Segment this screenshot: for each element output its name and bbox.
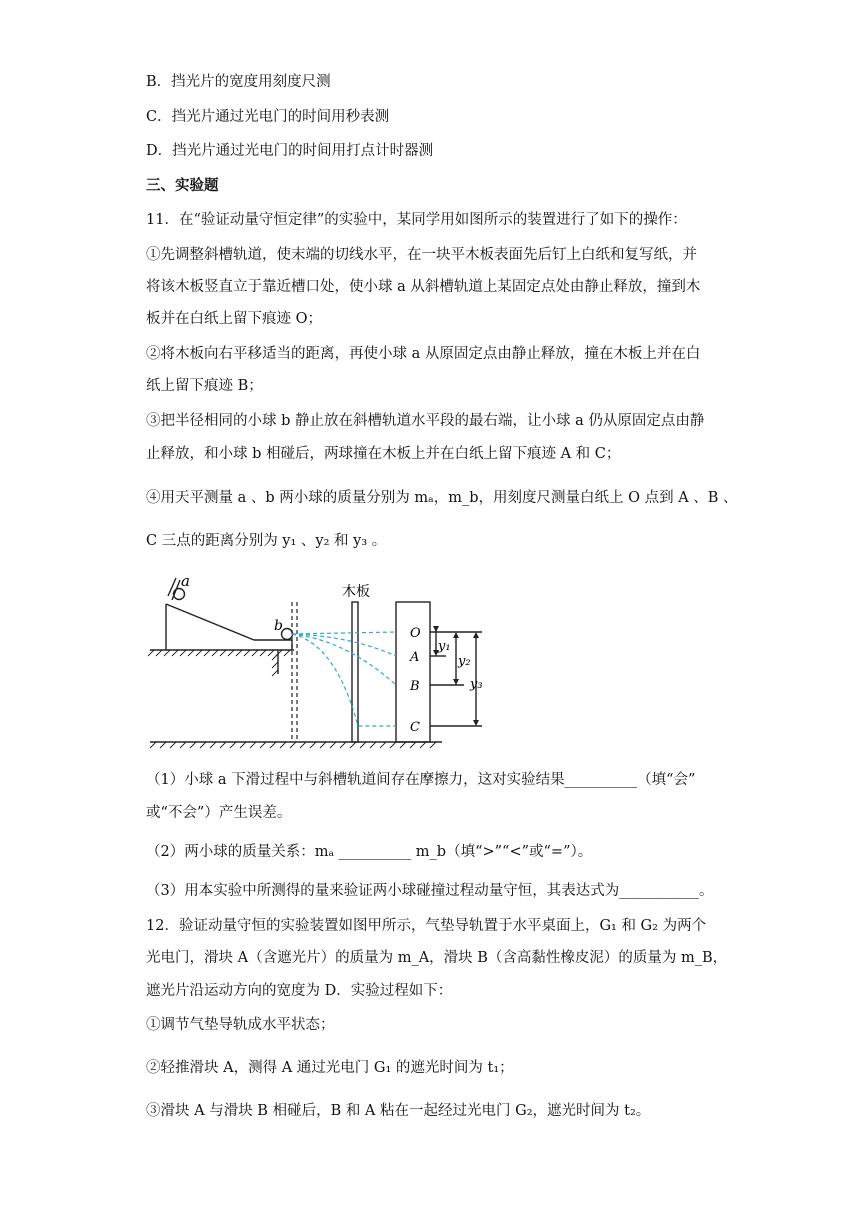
q11-step2-line1: ②将木板向右平移适当的距离，再使小球 a 从原固定点由静止释放，撞在木板上并在白 bbox=[146, 346, 701, 362]
q11-step4-line2: C 三点的距离分别为 y₁ 、y₂ 和 y₃ 。 bbox=[146, 533, 387, 549]
point-o-label: O bbox=[410, 626, 421, 641]
q11-step4-line1: ④用天平测量 a 、b 两小球的质量分别为 mₐ，m_b，用刻度尺测量白纸上 O 点到 A 、B 、 bbox=[146, 490, 738, 506]
q12-intro-line2: 光电门，滑块 A（含遮光片）的质量为 m_A，滑块 B（含高黏性橡皮泥）的质量为 m_B， bbox=[146, 950, 728, 966]
q11-sub1-line2: 或“不会”）产生误差。 bbox=[146, 805, 292, 821]
option-b: B．挡光片的宽度用刻度尺测 bbox=[146, 74, 331, 90]
section-title: 三、实验题 bbox=[146, 177, 219, 194]
q11-step3-line2: 止释放，和小球 b 相碰后，两球撞在木板上并在白纸上留下痕迹 A 和 C； bbox=[146, 446, 621, 462]
q11-step3-line1: ③把半径相同的小球 b 静止放在斜槽轨道水平段的最右端，让小球 a 仍从原固定点由静 bbox=[146, 413, 705, 429]
point-c-label: C bbox=[410, 720, 420, 735]
ball-a-label: a bbox=[181, 572, 190, 590]
q12-intro-line3: 遮光片沿运动方向的宽度为 D．实验过程如下： bbox=[146, 983, 453, 999]
option-d: D．挡光片通过光电门的时间用打点计时器测 bbox=[146, 143, 434, 159]
q11-sub2: （2）两小球的质量关系：mₐ __________ m_b（填“>”“<”或“=”）。 bbox=[146, 844, 593, 860]
q12-step1: ①调节气垫导轨成水平状态； bbox=[146, 1017, 335, 1033]
q11-sub1-line1: （1）小球 a 下滑过程中与斜槽轨道间存在摩擦力，这对实验结果__________（填“会” bbox=[146, 772, 696, 788]
point-a-label: A bbox=[410, 650, 420, 665]
q11-step1-line3: 板并在白纸上留下痕迹 O； bbox=[146, 311, 322, 327]
y3-label: y₃ bbox=[470, 677, 483, 692]
q11-step1-line2: 将该木板竖直立于靠近槽口处，使小球 a 从斜槽轨道上某固定点处由静止释放，撞到木 bbox=[146, 279, 701, 295]
y1-label: y₁ bbox=[438, 639, 451, 654]
point-b-label: B bbox=[410, 679, 420, 694]
q11-sub3: （3）用本实验中所测得的量来验证两小球碰撞过程动量守恒，其表达式为___________。 bbox=[146, 883, 714, 899]
y2-label: y₂ bbox=[458, 654, 471, 669]
board-label: 木板 bbox=[342, 584, 370, 600]
q11-intro: 11．在“验证动量守恒定律”的实验中，某同学用如图所示的装置进行了如下的操作： bbox=[146, 212, 687, 228]
q12-intro-line1: 12．验证动量守恒的实验装置如图甲所示，气垫导轨置于水平桌面上，G₁ 和 G₂ 为两个 bbox=[146, 918, 707, 934]
q11-step1-line1: ①先调整斜槽轨道，使末端的切线水平，在一块平木板表面先后钉上白纸和复写纸，并 bbox=[146, 247, 697, 263]
apparatus-figure bbox=[146, 566, 486, 756]
q12-step3: ③滑块 A 与滑块 B 相碰后，B 和 A 粘在一起经过光电门 G₂，遮光时间为 t₂。 bbox=[146, 1103, 651, 1119]
q11-step2-line2: 纸上留下痕迹 B； bbox=[146, 378, 263, 394]
ball-b-label: b bbox=[274, 618, 283, 634]
option-c: C．挡光片通过光电门的时间用秒表测 bbox=[146, 109, 390, 125]
q12-step2: ②轻推滑块 A，测得 A 通过光电门 G₁ 的遮光时间为 t₁； bbox=[146, 1060, 514, 1076]
